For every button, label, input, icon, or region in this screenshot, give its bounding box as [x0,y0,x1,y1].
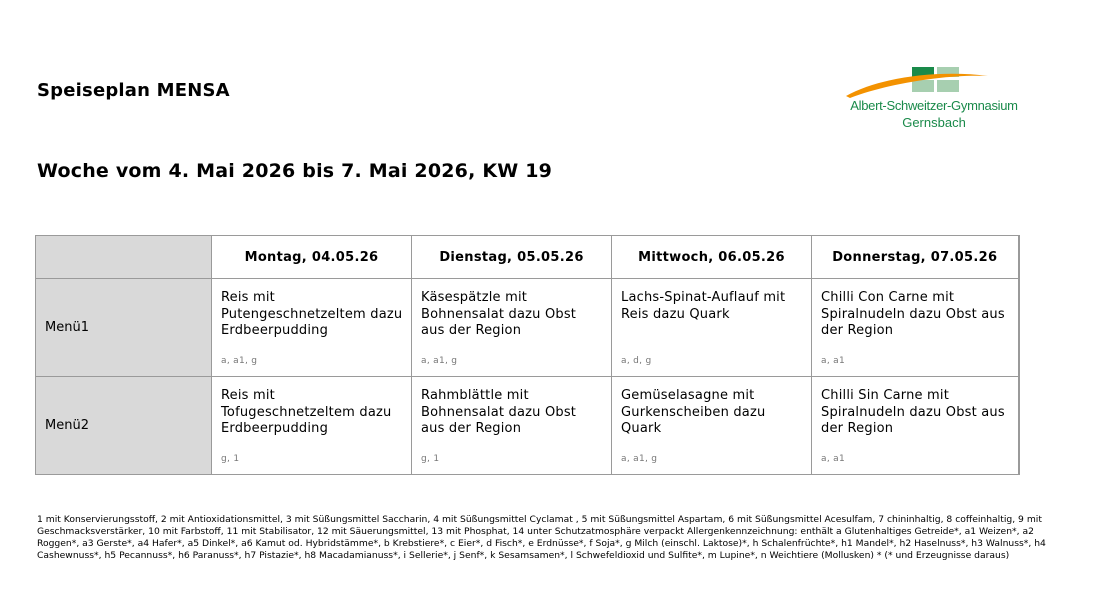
logo-swoosh-icon [842,62,1024,102]
day-header: Montag, 04.05.26 [212,236,412,279]
allergen-codes: a, a1 [821,356,845,366]
dish-text: Chilli Sin Carne mit Spiralnudeln dazu Obst aus der Region [821,388,1005,436]
menu-table [35,235,1020,475]
school-logo [842,62,1024,132]
dish-text: Gemüselasagne mit Gurkenscheiben dazu Quark [621,388,766,436]
menu-cell [412,377,612,475]
allergen-codes: a, d, g [621,356,652,366]
menu-cell [812,377,1019,475]
dish-text: Käsespätzle mit Bohnensalat dazu Obst aus der Region [421,290,577,338]
logo-school-name: Albert-Schweitzer-Gymnasium [850,98,1018,113]
menu-cell [612,279,812,377]
page-title: Speiseplan MENSA [37,80,230,101]
menu-cell [212,377,412,475]
menu-label: Menü2 [36,377,212,475]
menu-cell [412,279,612,377]
menu-cell [812,279,1019,377]
week-heading: Woche vom 4. Mai 2026 bis 7. Mai 2026, KW 19 [37,160,553,182]
day-header: Mittwoch, 06.05.26 [612,236,812,279]
dish-text: Reis mit Putengeschnetzeltem dazu Erdbeerpudding [221,290,403,338]
logo-town: Gernsbach [902,115,966,130]
allergen-codes: a, a1, g [421,356,458,366]
menu-cell [212,279,412,377]
table-row [36,377,1019,475]
menu-label: Menü1 [36,279,212,377]
dish-text: Chilli Con Carne mit Spiralnudeln dazu Obst aus der Region [821,290,1005,338]
allergen-codes: g, 1 [221,454,240,464]
dish-text: Rahmblättle mit Bohnensalat dazu Obst aus der Region [421,388,577,436]
menu-cell [612,377,812,475]
allergen-footnote: 1 mit Konservierungsstoff, 2 mit Antioxidationsmittel, 3 mit Süßungsmittel Saccharin, 4 mit Süßungsmittel Cyclamat , 5 mit Süßungsmittel Aspartam, 6 mit Süßungsmittel Acesulfam, 7 chininhaltig, 8 coffeinhaltig, 9 mit Geschmacksverstärker, 10 mit Farbstoff, 11 mit Stabilisator, 12 mit Säuerungsmittel, 13 mit Phosphat, 14 unter Schutzatmosphäre verpackt Allergenkennzeichnung: enthält a Glutenhaltiges Getreide*, a1 Weizen*, a2 Roggen*, a3 Gerste*, a4 Hafer*, a5 Dinkel*, a6 Kamut od. Hybridstämme*, b Krebstiere*, c Eier*, d Fisch*, e Erdnüsse*, f Soja*, g Milch (einschl. Laktose)*, h Schalenfrüchte*, h1 Mandel*, h2 Haselnuss*, h3 Walnuss*, h4 Cashewnuss*, h5 Pecannuss*, h6 Paranuss*, h7 Pistazie*, h8 Macadamianuss*, i Sellerie*, j Senf*, k Sesamsamen*, l Schwefeldioxid und Sulfite*, m Lupine*, n Weichtiere (Mollusken) * (* und Erzeugnisse daraus) [37,514,1046,561]
allergen-codes: a, a1, g [621,454,658,464]
allergen-codes: g, 1 [421,454,440,464]
table-corner [36,236,212,279]
table-header-row [36,236,1019,279]
table-row [36,279,1019,377]
dish-text: Reis mit Tofugeschnetzeltem dazu Erdbeerpudding [221,388,392,436]
day-header: Dienstag, 05.05.26 [412,236,612,279]
day-header: Donnerstag, 07.05.26 [812,236,1019,279]
allergen-codes: a, a1 [821,454,845,464]
allergen-codes: a, a1, g [221,356,258,366]
dish-text: Lachs-Spinat-Auflauf mit Reis dazu Quark [621,290,786,322]
